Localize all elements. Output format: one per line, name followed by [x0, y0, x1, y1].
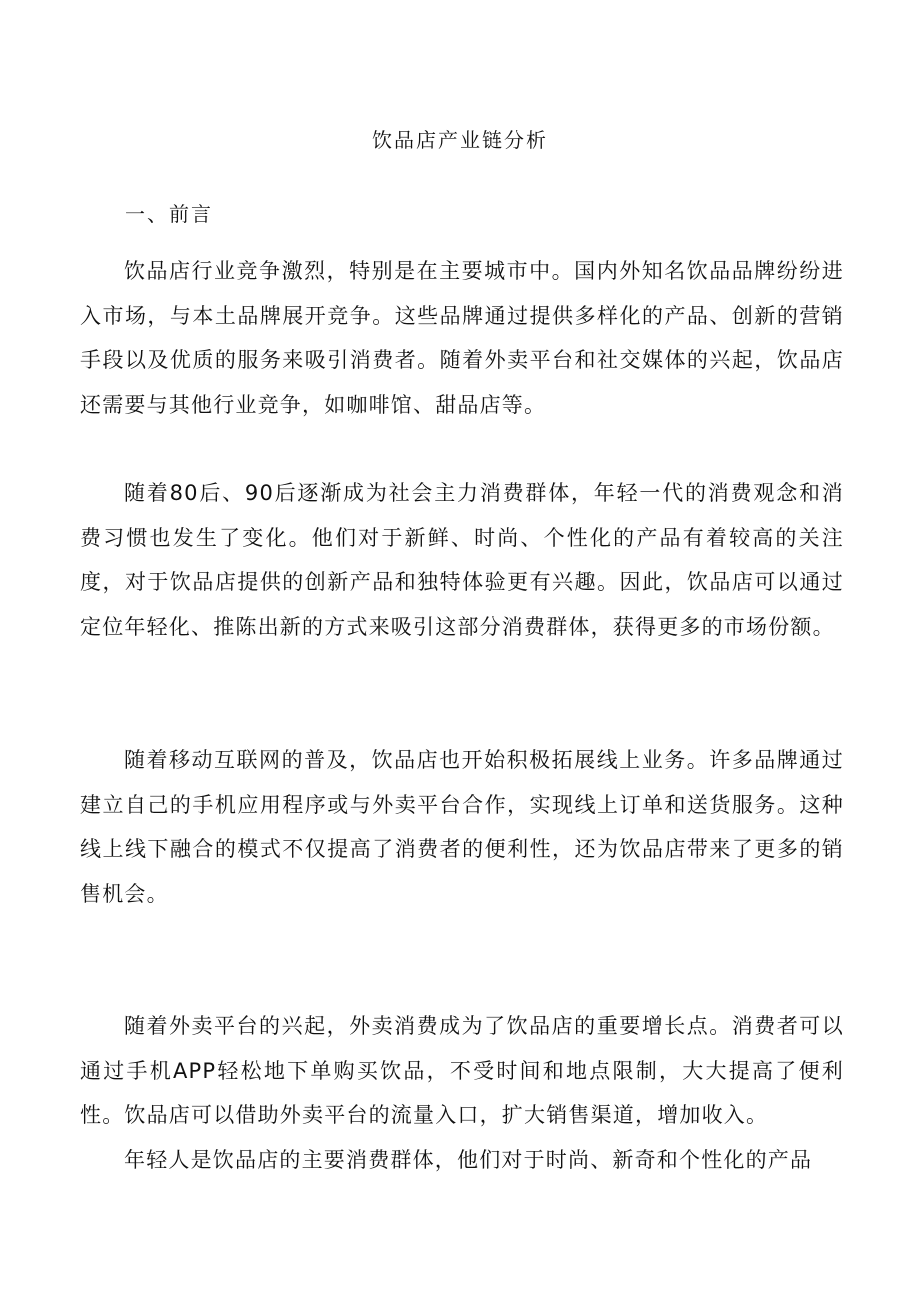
paragraph: 随着移动互联网的普及，饮品店也开始积极拓展线上业务。许多品牌通过建立自己的手机应用程序或与外卖平台合作，实现线上订单和送货服务。这种线上线下融合的模式不仅提高了消费者的便利性，还为饮品店带来了更多的销售机会。 [80, 748, 844, 906]
paragraph: 年轻人是饮品店的主要消费群体，他们对于时尚、新奇和个性化的产品 [124, 1148, 813, 1172]
section-heading: 一、前言 [125, 202, 213, 226]
paragraph: 饮品店行业竞争激烈，特别是在主要城市中。国内外知名饮品品牌纷纷进入市场，与本土品牌展开竞争。这些品牌通过提供多样化的产品、创新的营销手段以及优质的服务来吸引消费者。随着外卖平台和社交媒体的兴起，饮品店还需要与其他行业竞争，如咖啡馆、甜品店等。 [80, 259, 844, 417]
paragraph: 随着80后、90后逐渐成为社会主力消费群体，年轻一代的消费观念和消费习惯也发生了变化。他们对于新鲜、时尚、个性化的产品有着较高的关注度，对于饮品店提供的创新产品和独特体验更有兴趣。因此，饮品店可以通过定位年轻化、推陈出新的方式来吸引这部分消费群体，获得更多的市场份额。 [80, 481, 844, 639]
document-title: 饮品店产业链分析 [372, 128, 548, 152]
paragraph: 随着外卖平台的兴起，外卖消费成为了饮品店的重要增长点。消费者可以通过手机APP轻松地下单购买饮品，不受时间和地点限制，大大提高了便利性。饮品店可以借助外卖平台的流量入口，扩大销售渠道，增加收入。 [80, 1014, 844, 1127]
